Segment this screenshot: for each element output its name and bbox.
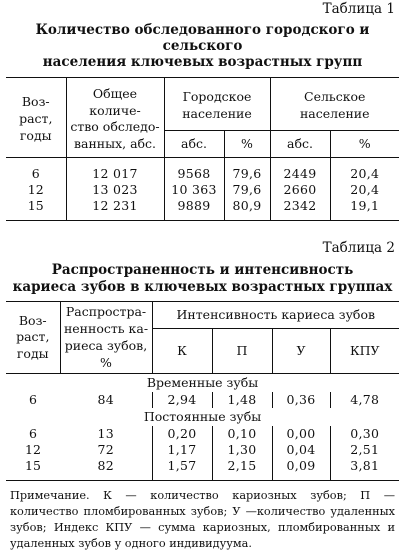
table1-title-line1: Количество обследованного городского и сельского (35, 21, 370, 54)
t2-cell-kpu: 2,51 (350, 442, 380, 458)
table-row (6, 392, 399, 408)
t1-cell-age: 15 (6, 198, 66, 221)
table1-title-line2: населения ключевых возрастных групп (42, 54, 363, 71)
t2-cell-prevalence: 13 (60, 426, 152, 442)
table-row (6, 458, 399, 481)
table-row (6, 198, 399, 221)
t1-cell-rural-pct: 20,4 (350, 181, 380, 197)
t2-cell-prevalence: 72 (60, 442, 152, 458)
t2-header-k: К (152, 329, 212, 374)
t1-header-rural: Сельское население (270, 77, 399, 130)
table2-label: Таблица 2 (322, 239, 395, 256)
t1-cell-urban-pct: 79,6 (224, 182, 270, 198)
table-row (6, 182, 399, 198)
table1-title (6, 22, 399, 71)
t1-header-rural-pct: % (330, 130, 399, 157)
t2-cell-p: 1,48 (212, 392, 272, 408)
t1-cell-total: 12 231 (66, 198, 164, 221)
t1-cell-age: 6 (6, 157, 66, 182)
document-page (6, 0, 399, 553)
t2-cell-k: 0,20 (152, 426, 212, 442)
t1-cell-urban-pct: 80,9 (224, 198, 270, 221)
t2-cell-k: 1,17 (152, 442, 212, 458)
t2-cell-kpu: 4,78 (350, 392, 380, 408)
table1-label: Таблица 1 (322, 1, 395, 17)
table-row (6, 442, 399, 458)
t2-section-permanent: Постоянные зубы (143, 409, 262, 425)
t2-cell-k: 1,57 (152, 458, 212, 481)
t2-cell-u: 0,00 (272, 426, 330, 442)
t1-cell-urban-abs: 9568 (164, 157, 224, 182)
t1-cell-rural-pct: 20,4 (350, 165, 380, 181)
t2-section-temporary: Временные зубы (146, 375, 259, 391)
t1-header-urban: Городское население (164, 77, 270, 130)
t2-cell-kpu: 0,30 (350, 426, 380, 442)
t2-cell-age: 6 (29, 392, 37, 408)
t2-cell-age: 12 (25, 442, 41, 458)
t1-header-rural-abs: абс. (270, 130, 330, 157)
t2-cell-p: 1,30 (212, 442, 272, 458)
t2-cell-prevalence: 82 (60, 458, 152, 481)
table2-title (6, 262, 399, 295)
t2-header-prevalence: Распростра- ненность ка- риеса зубов, % (60, 302, 152, 374)
table-row (6, 426, 399, 442)
t1-cell-urban-abs: 9889 (164, 198, 224, 221)
t2-cell-p: 0,10 (212, 426, 272, 442)
t1-cell-rural-abs: 2660 (270, 182, 330, 198)
t1-cell-age: 12 (6, 182, 66, 198)
table2 (6, 301, 399, 481)
t1-cell-urban-pct: 79,6 (224, 157, 270, 182)
table2-title-line1: Распространенность и интенсивность (51, 262, 354, 279)
t1-cell-rural-abs: 2342 (270, 198, 330, 221)
t2-cell-u: 0,04 (272, 442, 330, 458)
t1-cell-urban-abs: 10 363 (164, 182, 224, 198)
t1-header-age: Воз- раст, годы (6, 77, 66, 157)
t2-cell-age: 15 (25, 458, 41, 474)
table-note: Примечание. К — количество кариозных зубов; П — количество пломбированных зубов; У —количество удаленных зубов; Индекс КПУ — сумма кариозных, пломбированных и удаленных зубов у одного индивидуума. (10, 489, 395, 551)
t1-cell-rural-abs: 2449 (270, 157, 330, 182)
t2-header-u: У (272, 329, 330, 374)
t2-header-kpu: КПУ (330, 329, 399, 374)
t2-cell-p: 2,15 (212, 458, 272, 481)
t1-cell-total: 13 023 (66, 182, 164, 198)
table1 (6, 77, 399, 221)
t1-cell-total: 12 017 (66, 157, 164, 182)
t2-cell-kpu: 3,81 (350, 458, 380, 474)
t2-cell-u: 0,09 (272, 458, 330, 481)
t2-cell-prevalence: 84 (60, 392, 152, 408)
t1-header-urban-abs: абс. (164, 130, 224, 157)
t1-header-total: Общее количе- ство обследо- ванных, абс. (66, 77, 164, 157)
t2-cell-age: 6 (29, 426, 37, 442)
t2-header-p: П (212, 329, 272, 374)
t2-header-age: Воз- раст, годы (6, 302, 60, 374)
t2-cell-k: 2,94 (152, 392, 212, 408)
t1-cell-rural-pct: 19,1 (350, 197, 380, 213)
t2-cell-u: 0,36 (272, 392, 330, 408)
table-row (6, 157, 399, 182)
t1-header-urban-pct: % (224, 130, 270, 157)
table2-title-line2: кариеса зубов в ключевых возрастных группах (12, 278, 393, 295)
t2-header-intensity: Интенсивность кариеса зубов (152, 302, 399, 329)
